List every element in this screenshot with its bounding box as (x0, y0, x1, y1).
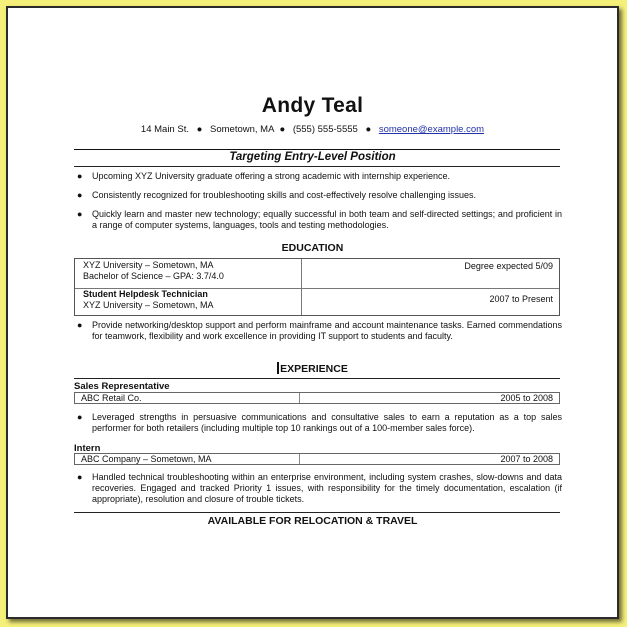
resume-page (8, 8, 617, 617)
candidate-name: Andy Teal (261, 94, 364, 117)
education-title: EDUCATION (281, 242, 344, 254)
job-dates: 2007 to Present (489, 294, 553, 304)
job-role: Sales Representative (74, 381, 170, 392)
objective-list (74, 171, 562, 239)
experience-list (74, 412, 562, 442)
job-role: Intern (74, 443, 101, 454)
resume-page-frame (6, 6, 619, 619)
table-divider (299, 393, 300, 403)
objective-title: Targeting Entry-Level Position (229, 151, 396, 163)
job-row (74, 453, 560, 465)
list-item (74, 190, 562, 201)
city: Sometown, MA (210, 124, 275, 135)
job-org: ABC Retail Co. (81, 393, 142, 403)
list-item-text: Upcoming XYZ University graduate offering a strong academic with internship experience. (92, 171, 451, 181)
list-item-text: Quickly learn and master new technology; equally successful in both team and self-directed settings; and proficient in a range of computer systems, languages, tools and testing methodologies. (92, 209, 562, 230)
list-item-text: Provide networking/desktop support and perform mainframe and account maintenance tasks. Earned commendations for teamwork, flexibility and work excellence in providing IT support to students and faculty. (92, 320, 562, 341)
experience-title-text: EXPERIENCE (280, 363, 348, 375)
table-divider (301, 288, 302, 315)
job-org: XYZ University – Sometown, MA (83, 300, 214, 310)
job-title: Student Helpdesk Technician (83, 289, 208, 299)
degree-date: Degree expected 5/09 (464, 261, 553, 271)
list-item (74, 171, 562, 182)
list-item (74, 472, 562, 505)
address: 14 Main St. (140, 124, 189, 135)
bullet-dot-icon: ● (77, 320, 83, 330)
experience-list (74, 472, 562, 513)
bullet-dot-icon: ● (77, 412, 83, 422)
text-cursor-icon (277, 362, 279, 374)
bullet-dot-icon: ● (77, 209, 83, 219)
separator-dot-icon: ● (365, 124, 372, 135)
job-dates: 2005 to 2008 (500, 393, 553, 403)
divider (74, 149, 560, 150)
divider (74, 378, 560, 379)
list-item-text: Consistently recognized for troubleshooting skills and cost-effectively resolve challenging issues. (92, 190, 477, 200)
contact-line (8, 124, 617, 135)
job-org: ABC Company – Sometown, MA (81, 454, 212, 464)
email-link[interactable]: someone@example.com (378, 124, 485, 135)
education-table (74, 258, 560, 316)
divider (74, 512, 560, 513)
degree: Bachelor of Science – GPA: 3.7/4.0 (83, 271, 224, 281)
job-dates: 2007 to 2008 (500, 454, 553, 464)
table-divider (299, 454, 300, 464)
phone: (555) 555-5555 (292, 124, 358, 135)
list-item (74, 209, 562, 231)
job-row (74, 392, 560, 404)
table-divider (301, 259, 302, 288)
experience-title (8, 362, 617, 375)
list-item (74, 320, 562, 342)
list-item (74, 412, 562, 434)
divider (74, 166, 560, 167)
education-list (74, 320, 562, 350)
separator-dot-icon: ● (279, 124, 286, 135)
list-item-text: Leveraged strengths in persuasive communications and consultative sales to earn a reputation as a top sales performer for both retailers (including multiple top 10 rankings out of a 100-member sales force). (92, 412, 562, 433)
bullet-dot-icon: ● (77, 190, 83, 200)
bullet-dot-icon: ● (77, 472, 83, 482)
list-item-text: Handled technical troubleshooting within an enterprise environment, including system crashes, slow-downs and data recoveries. Engaged and tracked Priority 1 issues, with responsibility for the timely documentation, escalation (if appropriate), resolution and closure of trouble tickets. (92, 472, 562, 504)
separator-dot-icon: ● (196, 124, 203, 135)
footer-note: AVAILABLE FOR RELOCATION & TRAVEL (207, 515, 418, 527)
bullet-dot-icon: ● (77, 171, 83, 181)
school-name: XYZ University – Sometown, MA (83, 260, 214, 270)
